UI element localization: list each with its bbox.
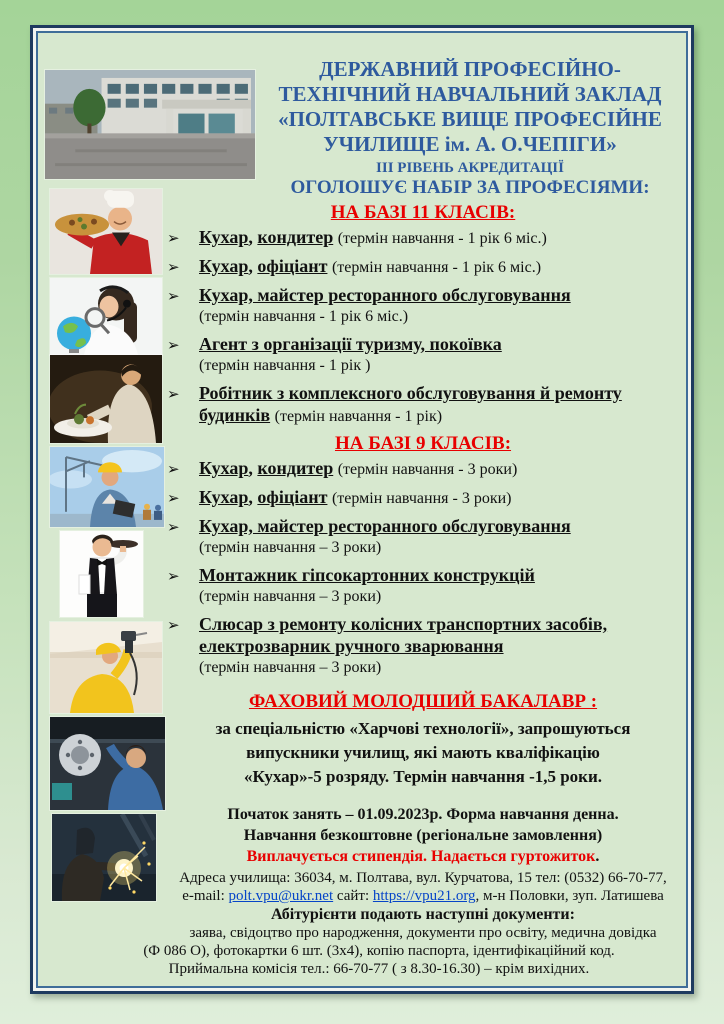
- car-mechanic-photo: [50, 717, 165, 810]
- start-date-line: Початок занять – 01.09.2023р. Форма навчання денна.: [227, 806, 619, 823]
- profession-item: [166, 255, 680, 279]
- poster-frame: [30, 25, 694, 994]
- chef-plating-photo: [50, 355, 162, 443]
- school-building-photo: [45, 70, 255, 179]
- profession-item: [166, 613, 680, 679]
- profession-term: (термін навчання - 1 рік ): [199, 357, 371, 374]
- profession-item: [166, 333, 680, 377]
- profession-title: Кухар, офіціант: [199, 487, 328, 507]
- profession-title: Кухар, кондитер: [199, 227, 334, 247]
- profession-item: [166, 564, 680, 608]
- email-label: e-mail:: [182, 888, 225, 904]
- profession-title: Кухар, офіціант: [199, 256, 328, 276]
- arrow-bullet-icon: ➢: [167, 385, 180, 403]
- announcement-line: ОГОЛОШУЄ НАБІР ЗА ПРОФЕСІЯМИ:: [290, 177, 650, 198]
- stipend-line: [166, 846, 680, 867]
- header-block: [260, 57, 680, 199]
- waiter-photo: [60, 531, 143, 617]
- arrow-bullet-icon: ➢: [167, 616, 180, 634]
- profession-title: Слюсар з ремонту колісних транспортних засобів, електрозварник ручного зварювання: [199, 614, 608, 656]
- profession-term: (термін навчання – 3 роки): [199, 588, 382, 605]
- arrow-bullet-icon: ➢: [167, 258, 180, 276]
- arrow-bullet-icon: ➢: [167, 518, 180, 536]
- profession-item: [166, 457, 680, 481]
- admission-committee-line: Приймальна комісія тел.: 66-70-77 ( з 8.30-16.30) – крім вихідних.: [168, 961, 590, 977]
- profession-item: [166, 284, 680, 328]
- profession-term: (термін навчання - 1 рік 6 міс.): [331, 259, 542, 276]
- address-line: Адреса училища: 36034, м. Полтава, вул. Курчатова, 15 тел: (0532) 66-70-77,: [179, 870, 667, 886]
- chef-with-dish-photo: [50, 189, 162, 274]
- profession-term: (термін навчання - 3 роки): [331, 490, 512, 507]
- profession-item: [166, 226, 680, 250]
- welder-photo: [52, 814, 156, 901]
- profession-title: Робітник з комплексного обслуговування й ремонту будинків: [199, 383, 622, 425]
- bachelor-description: [166, 717, 680, 789]
- email-link[interactable]: polt.vpu@ukr.net: [228, 888, 334, 904]
- profession-title: Монтажник гіпсокартонних конструкцій: [199, 565, 535, 585]
- section-heading-base11: НА БАЗІ 11 КЛАСІВ:: [330, 202, 516, 223]
- accreditation-line: ІІІ РІВЕНЬ АКРЕДИТАЦІЇ: [376, 160, 564, 176]
- documents-line: заява, свідоцтво про народження, документи про освіту, медична довідка: [189, 925, 657, 941]
- arrow-bullet-icon: ➢: [167, 489, 180, 507]
- bachelor-description-line: випускники училищ, які мають кваліфікацію: [246, 743, 600, 762]
- bachelor-description-line: «Кухар»-5 розряду. Термін навчання -1,5 роки.: [243, 767, 603, 786]
- site-link[interactable]: https://vpu21.org: [372, 888, 476, 904]
- documents-line: (Ф 086 О), фотокартки 6 шт. (3х4), копію паспорта, ідентифікаційний код.: [143, 943, 615, 959]
- section-heading-base9: НА БАЗІ 9 КЛАСІВ:: [334, 433, 512, 454]
- profession-list-base9: [166, 457, 680, 679]
- stipend-text: Виплачується стипендія. Надається гуртожиток: [246, 848, 596, 865]
- free-education-line: Навчання безкоштовне (регіональне замовлення): [243, 827, 603, 844]
- profession-item: [166, 382, 680, 428]
- poster-panel: [36, 31, 688, 988]
- drywall-worker-photo: [50, 622, 162, 713]
- profession-term: (термін навчання – 3 роки): [199, 539, 382, 556]
- profession-term: (термін навчання - 1 рік 6 міс.): [199, 308, 409, 325]
- documents-block-wide: [78, 942, 680, 978]
- contacts-line: [166, 887, 680, 905]
- travel-agent-photo: [50, 278, 162, 355]
- construction-worker-photo: [50, 447, 164, 527]
- profession-title: Кухар, кондитер: [199, 458, 334, 478]
- profession-term: (термін навчання - 1 рік): [274, 408, 443, 425]
- arrow-bullet-icon: ➢: [167, 229, 180, 247]
- school-title-line: «ПОЛТАВСЬКЕ ВИЩЕ ПРОФЕСІЙНЕ: [278, 107, 662, 131]
- school-title-line: УЧИЛИЩЕ ім. А. О.ЧЕПІГИ»: [323, 132, 617, 156]
- arrow-bullet-icon: ➢: [167, 460, 180, 478]
- school-title-line: ТЕХНІЧНИЙ НАВЧАЛЬНИЙ ЗАКЛАД: [278, 82, 662, 106]
- arrow-bullet-icon: ➢: [167, 287, 180, 305]
- profession-item: [166, 486, 680, 510]
- info-block: [166, 804, 680, 942]
- profession-term: (термін навчання – 3 роки): [199, 659, 382, 676]
- arrow-bullet-icon: ➢: [167, 336, 180, 354]
- documents-heading: Абітурієнти подають наступні документи:: [271, 906, 575, 923]
- profession-title: Агент з організації туризму, покоївка: [199, 334, 502, 354]
- profession-title: Кухар, майстер ресторанного обслуговування: [199, 285, 571, 305]
- school-title-line: ДЕРЖАВНИЙ ПРОФЕСІЙНО-: [319, 57, 621, 81]
- stipend-period: .: [595, 848, 600, 865]
- arrow-bullet-icon: ➢: [167, 567, 180, 585]
- site-label: сайт:: [336, 888, 370, 904]
- bachelor-description-line: за спеціальністю «Харчові технології», запрошуються: [215, 719, 631, 738]
- site-tail: , м-н Половки, зуп. Латишева: [475, 888, 664, 904]
- profession-title: Кухар, майстер ресторанного обслуговування: [199, 516, 571, 536]
- section-heading-bachelor: ФАХОВИЙ МОЛОДШИЙ БАКАЛАВР :: [248, 691, 598, 712]
- profession-term: (термін навчання - 1 рік 6 міс.): [337, 230, 547, 247]
- profession-term: (термін навчання - 3 роки): [337, 461, 518, 478]
- profession-list-base11: [166, 226, 680, 428]
- profession-item: [166, 515, 680, 559]
